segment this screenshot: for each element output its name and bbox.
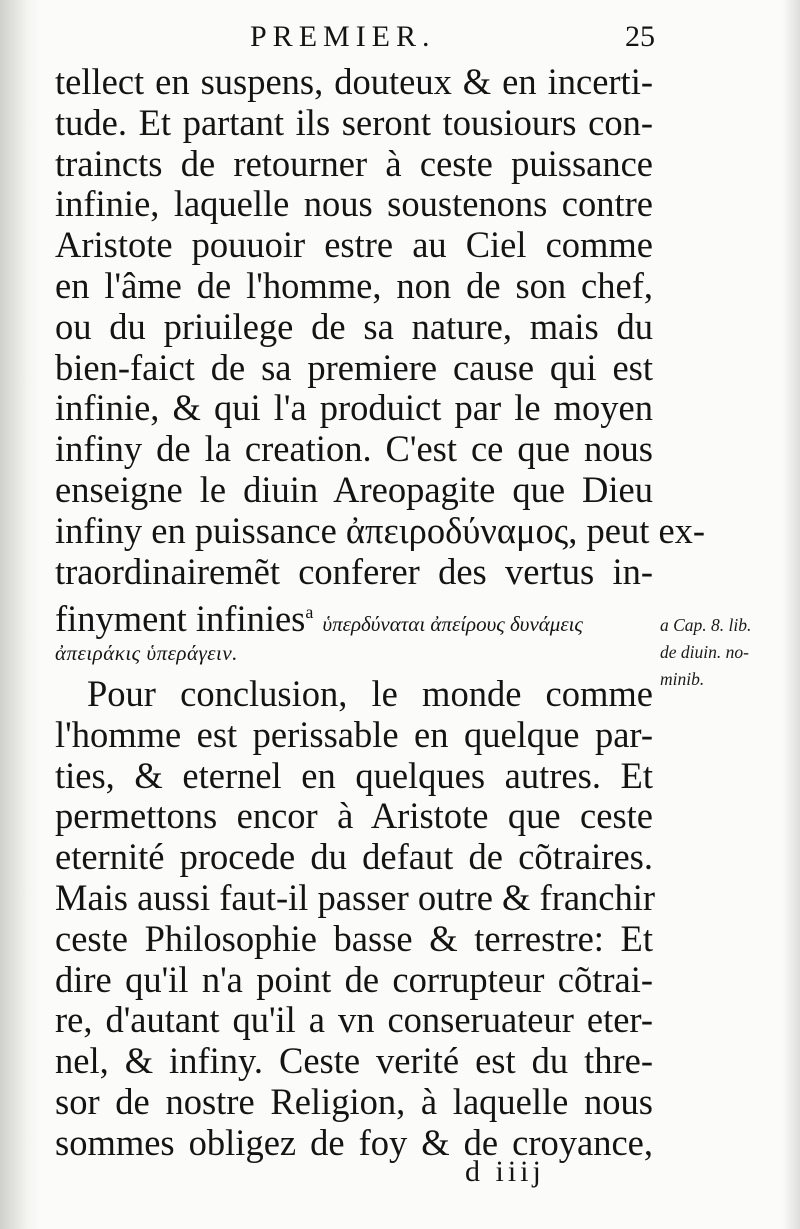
greek-citation-line: ἀπειράκις ὑπεράγειν. bbox=[55, 641, 238, 666]
binding-gutter-shadow bbox=[0, 0, 40, 1229]
text-line: traordinairemẽt conferer des vertus in- bbox=[55, 550, 653, 592]
page-header bbox=[55, 20, 655, 60]
text-line: dire qu'il n'a point de corrupteur cõtrai- bbox=[55, 958, 653, 1000]
text-line: infiny de la creation. C'est ce que nous bbox=[55, 428, 653, 470]
text-line: tude. Et partant ils seront tousiours con- bbox=[55, 101, 653, 143]
text-line: re, d'autant qu'il a vn conseruateur eter- bbox=[55, 999, 653, 1041]
text-line: infinie, laquelle nous soustenons contre bbox=[55, 183, 653, 225]
margin-note bbox=[660, 612, 795, 693]
text-line: en l'âme de l'homme, non de son chef, bbox=[55, 264, 653, 306]
text-line: ceste Philosophie basse & terrestre: Et bbox=[55, 917, 653, 959]
text-line: ties, & eternel en quelques autres. Et bbox=[55, 754, 653, 796]
text-line: sor de nostre Religion, à laquelle nous bbox=[55, 1080, 653, 1122]
text-line: Aristote pouuoir estre au Ciel comme bbox=[55, 224, 653, 266]
text-line: enseigne le diuin Areopagite que Dieu bbox=[55, 468, 653, 510]
signature-mark: d iiij bbox=[465, 1155, 545, 1188]
text-line: Mais aussi faut-il passer outre & franchir bbox=[55, 876, 656, 918]
paragraph-start-line: Pour conclusion, le monde comme bbox=[87, 672, 653, 714]
text-line: infiny en puissance ἀπειροδύναμος, peut ex- bbox=[55, 509, 706, 551]
text-line: bien-faict de sa premiere cause qui est bbox=[55, 346, 653, 388]
text-line: tellect en suspens, douteux & en incerti- bbox=[55, 61, 653, 102]
text-line: l'homme est perissable en quelque par- bbox=[55, 713, 653, 755]
text-line: sommes obligez de foy & de croyance, bbox=[55, 1121, 653, 1163]
text-line: ou du priuilege de sa nature, mais du bbox=[55, 305, 653, 347]
margin-note-line: minib. bbox=[660, 669, 705, 689]
running-head: PREMIER. bbox=[250, 20, 436, 53]
text-line: traincts de retourner à ceste puissance bbox=[55, 142, 653, 184]
margin-note-line: a Cap. 8. lib. bbox=[660, 615, 752, 635]
footnote-marker: a bbox=[305, 602, 314, 623]
margin-note-line: de diuin. no- bbox=[660, 642, 749, 662]
text-line: eternité procede du defaut de cõtraires. bbox=[55, 836, 653, 878]
greek-citation: ὑπερδύναται ἀπείρους δυνάμεις bbox=[322, 612, 583, 637]
text-fragment: finyment infinies bbox=[55, 598, 306, 640]
text-line: nel, & infiny. Ceste verité est du thre- bbox=[55, 1040, 653, 1082]
text-line: infinie, & qui l'a produict par le moyen bbox=[55, 387, 653, 429]
text-line: permettons encor à Aristote que ceste bbox=[55, 795, 653, 837]
text-line-with-citation bbox=[55, 592, 653, 640]
page-number: 25 bbox=[625, 20, 655, 53]
